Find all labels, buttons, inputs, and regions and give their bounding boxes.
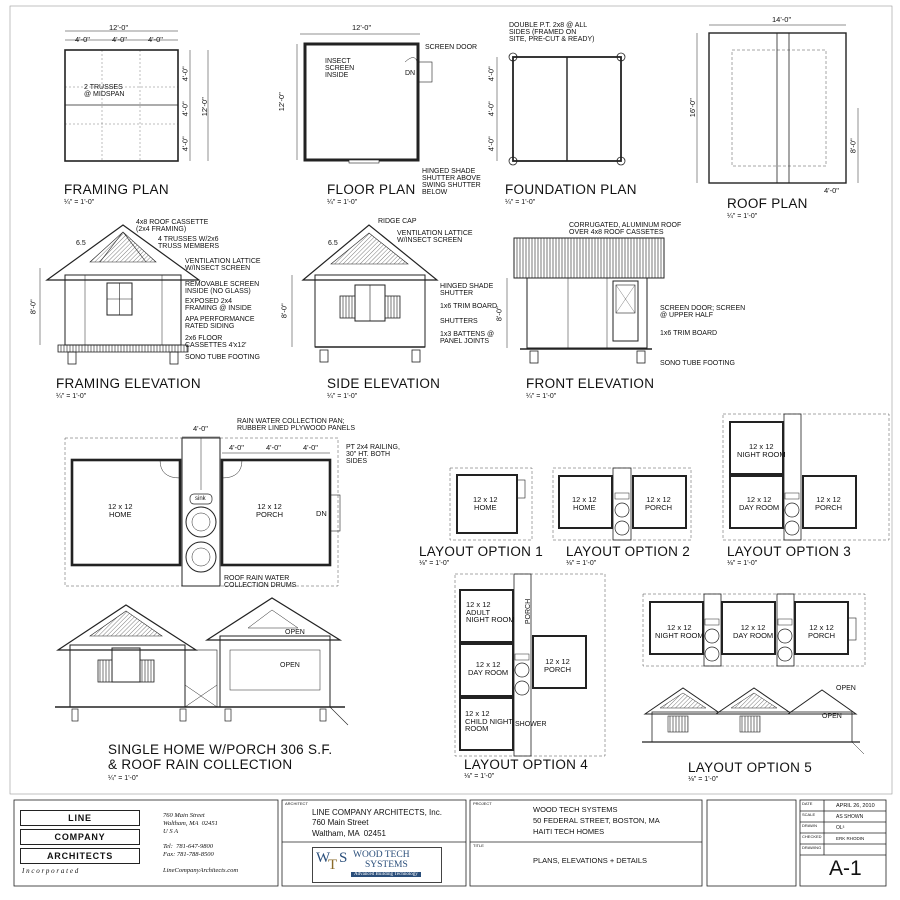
single-home-room-home: 12 x 12 HOME xyxy=(108,502,133,519)
framing-elev-note-2: 4 TRUSSES W/2x6 TRUSS MEMBERS xyxy=(158,236,220,250)
drawing-number: A-1 xyxy=(829,857,862,880)
single-home-note-railing: PT 2x4 RAILING, 30" HT. BOTH SIDES xyxy=(346,444,400,465)
client-logo-t: T xyxy=(328,857,338,873)
layout2-title: LAYOUT OPTION 2 xyxy=(566,544,691,559)
side-elev-pitch: 6.5 xyxy=(328,240,338,247)
side-elev-note-4: 1x6 TRIM BOARD xyxy=(440,303,498,310)
layout5-open-2: OPEN xyxy=(822,713,842,720)
layout1-room-home: 12 x 12 HOME xyxy=(473,495,498,512)
side-elevation-scale: ¼" = 1'-0" xyxy=(327,393,358,400)
floor-plan-dim-width: 12'-0" xyxy=(352,23,372,32)
firm-logo-architects: ARCHITECTS xyxy=(20,848,140,864)
meta-checked-value: ERK RHODIN xyxy=(836,836,865,841)
client-logo-w: W xyxy=(316,850,331,866)
single-home-room-porch: 12 x 12 PORCH xyxy=(256,502,284,519)
floor-plan-dim-height: 12'-0" xyxy=(276,92,286,112)
single-home-dim-3: 4'-0" xyxy=(266,443,281,452)
framing-plan-dim-height: 12'-0" xyxy=(199,97,209,117)
single-home-dn: DN xyxy=(316,509,327,518)
client-logo xyxy=(312,847,442,883)
single-home-title: SINGLE HOME W/PORCH 306 S.F. & ROOF RAIN COLLECTION xyxy=(108,742,333,773)
project-label: PROJECT xyxy=(473,801,492,806)
side-elev-note-1: RIDGE CAP xyxy=(378,218,417,225)
layout5-scale: ⅛" = 1'-0" xyxy=(688,776,719,783)
layout4-room-child: 12 x 12 CHILD NIGHT ROOM xyxy=(465,709,513,733)
meta-drawing-label: DRAWING xyxy=(802,845,822,850)
framing-plan-scale: ¼" = 1'-0" xyxy=(64,199,95,206)
single-home-note-drums: ROOF RAIN WATER COLLECTION DRUMS xyxy=(224,575,297,589)
framing-elev-height: 8'-0" xyxy=(28,299,38,315)
client-logo-name-1: WOOD TECH xyxy=(353,850,410,860)
layout3-room-day: 12 x 12 DAY ROOM xyxy=(739,495,780,512)
title-block-frame xyxy=(14,800,886,886)
framing-elev-pitch: 6.5 xyxy=(76,240,86,247)
framing-plan-dim-2: 4'-0" xyxy=(112,35,127,44)
front-elevation-drawing xyxy=(507,238,664,363)
client-logo-s: S xyxy=(339,850,348,866)
architect-label: ARCHITECT xyxy=(285,801,308,806)
foundation-plan-scale: ¼" = 1'-0" xyxy=(505,199,536,206)
single-home-open-1: OPEN xyxy=(285,629,305,636)
layout5-open-1: OPEN xyxy=(836,685,856,692)
foundation-plan-dim-2: 4'-0" xyxy=(486,101,496,117)
framing-elev-note-5: EXPOSED 2x4 FRAMING @ INSIDE xyxy=(185,298,252,312)
layout-option-5-elevation-drawing xyxy=(642,688,864,754)
layout4-room-adult: 12 x 12 ADULT NIGHT ROOM xyxy=(466,600,515,624)
front-elev-height: 8'-0" xyxy=(494,306,504,322)
layout5-room-day: 12 x 12 DAY ROOM xyxy=(733,623,774,640)
framing-plan-note: 2 TRUSSES @ MIDSPAN xyxy=(84,84,125,98)
floor-plan-scale: ¼" = 1'-0" xyxy=(327,199,358,206)
meta-drawn-label: DRAWN xyxy=(802,823,817,828)
front-elevation-scale: ¼" = 1'-0" xyxy=(526,393,557,400)
meta-scale-label: SCALE xyxy=(802,812,816,817)
side-elev-note-3: HINGED SHADE SHUTTER xyxy=(440,283,494,297)
foundation-plan-title: FOUNDATION PLAN xyxy=(505,182,637,197)
single-home-sink-label: sink xyxy=(195,496,206,502)
layout5-room-porch: 12 x 12 PORCH xyxy=(808,623,836,640)
client-logo-tagline: Advanced Building Technology xyxy=(351,872,421,877)
framing-plan-dim-4: 4'-0" xyxy=(180,66,190,82)
framing-plan-title: FRAMING PLAN xyxy=(64,182,169,197)
single-home-scale: ¼" = 1'-0" xyxy=(108,775,139,782)
layout4-shower-label: SHOWER xyxy=(515,721,547,728)
foundation-plan-drawing xyxy=(497,53,625,165)
firm-logo-line: LINE xyxy=(20,810,140,826)
layout1-title: LAYOUT OPTION 1 xyxy=(419,544,544,559)
front-elev-note-1: CORRUGATED, ALUMINUM ROOF OVER 4x8 ROOF CASSETES xyxy=(569,222,682,236)
layout5-title: LAYOUT OPTION 5 xyxy=(688,760,813,775)
meta-date-label: DATE xyxy=(802,801,813,806)
single-home-dim-2: 4'-0" xyxy=(229,443,244,452)
layout1-scale: ⅛" = 1'-0" xyxy=(419,560,450,567)
title-label: TITLE xyxy=(473,843,484,848)
foundation-plan-dim-1: 4'-0" xyxy=(486,66,496,82)
layout4-porch-label: PORCH xyxy=(525,598,533,625)
framing-elev-note-8: SONO TUBE FOOTING xyxy=(185,354,260,361)
framing-plan-dim-3: 4'-0" xyxy=(148,35,163,44)
roof-plan-drawing xyxy=(697,25,858,183)
foundation-plan-note: DOUBLE P.T. 2x8 @ ALL SIDES (FRAMED ON SITE, PRE-CUT & READY) xyxy=(509,22,595,43)
layout4-title: LAYOUT OPTION 4 xyxy=(464,757,589,772)
roof-plan-dim-side: 8'-0" xyxy=(848,138,858,154)
framing-elev-note-1: 4x8 ROOF CASSETTE (2x4 FRAMING) xyxy=(136,219,209,233)
single-home-open-2: OPEN xyxy=(280,662,300,669)
project-text: WOOD TECH SYSTEMS 50 FEDERAL STREET, BOSTON, MA HAITI TECH HOMES xyxy=(533,805,660,836)
floor-plan-drawing xyxy=(297,34,432,163)
single-home-plan-drawing xyxy=(65,437,340,586)
drawing-title-text: PLANS, ELEVATIONS + DETAILS xyxy=(533,856,647,865)
floor-plan-dn: DN xyxy=(405,70,416,77)
roof-plan-scale: ¼" = 1'-0" xyxy=(727,213,758,220)
floor-plan-note-insect-screen: INSECT SCREEN INSIDE xyxy=(325,58,355,79)
firm-tagline: I n c o r p o r a t e d xyxy=(22,867,79,875)
roof-plan-title: ROOF PLAN xyxy=(727,196,808,211)
layout4-scale: ⅛" = 1'-0" xyxy=(464,773,495,780)
firm-phone: Tel: 781-647-9800 Fax: 781-788-8500 xyxy=(163,843,214,858)
floor-plan-note-shutter: HINGED SHADE SHUTTER ABOVE SWING SHUTTER BELOW xyxy=(422,168,481,196)
roof-plan-dim-width: 14'-0" xyxy=(772,15,792,24)
single-home-dim-1: 4'-0" xyxy=(193,424,208,433)
layout5-room-night: 12 x 12 NIGHT ROOM xyxy=(655,623,704,640)
layout3-room-night: 12 x 12 NIGHT ROOM xyxy=(737,442,786,459)
layout4-room-day: 12 x 12 DAY ROOM xyxy=(468,660,509,677)
meta-checked-label: CHECKED xyxy=(802,834,822,839)
architect-text: LINE COMPANY ARCHITECTS, Inc. 760 Main Street Waltham, MA 02451 xyxy=(312,808,442,838)
framing-plan-dim-5: 4'-0" xyxy=(180,101,190,117)
meta-date-value: APRIL 26, 2010 xyxy=(836,803,875,809)
side-elev-note-5: SHUTTERS xyxy=(440,318,478,325)
firm-address: 760 Main Street Waltham, MA 02451 U S A xyxy=(163,812,218,835)
floor-plan-title: FLOOR PLAN xyxy=(327,182,416,197)
front-elev-note-4: SONO TUBE FOOTING xyxy=(660,360,735,367)
layout3-room-porch: 12 x 12 PORCH xyxy=(815,495,843,512)
front-elev-note-3: 1x6 TRIM BOARD xyxy=(660,330,718,337)
layout2-room-porch: 12 x 12 PORCH xyxy=(645,495,673,512)
meta-drawn-value: OL³ xyxy=(836,825,845,831)
framing-elev-note-6: APA PERFORMANCE RATED SIDING xyxy=(185,316,255,330)
framing-elevation-title: FRAMING ELEVATION xyxy=(56,376,201,391)
single-home-note-pan: RAIN WATER COLLECTION PAN; RUBBER LINED PLYWOOD PANELS xyxy=(237,418,355,432)
side-elev-note-6: 1x3 BATTENS @ PANEL JOINTS xyxy=(440,331,495,345)
single-home-dim-4: 4'-0" xyxy=(303,443,318,452)
roof-plan-dim-height: 16'-0" xyxy=(687,98,697,118)
firm-logo-company: COMPANY xyxy=(20,829,140,845)
framing-plan-dim-1: 4'-0" xyxy=(75,35,90,44)
firm-website: LineCompanyArchitects.com xyxy=(163,867,239,874)
front-elevation-title: FRONT ELEVATION xyxy=(526,376,655,391)
framing-elev-note-3: VENTILATION LATTICE W/INSECT SCREEN xyxy=(185,258,261,272)
framing-elev-note-4: REMOVABLE SCREEN INSIDE (NO GLASS) xyxy=(185,281,260,295)
meta-scale-value: AS SHOWN xyxy=(836,814,864,820)
layout3-title: LAYOUT OPTION 3 xyxy=(727,544,852,559)
side-elevation-drawing xyxy=(292,225,437,362)
framing-plan-dim-overall: 12'-0" xyxy=(109,23,129,32)
side-elev-note-2: VENTILATION LATTICE W/INSECT SCREEN xyxy=(397,230,473,244)
roof-plan-dim-eave: 4'-0" xyxy=(824,186,839,195)
side-elev-height: 8'-0" xyxy=(279,303,289,319)
front-elev-note-2: SCREEN DOOR; SCREEN @ UPPER HALF xyxy=(660,305,746,319)
side-elevation-title: SIDE ELEVATION xyxy=(327,376,441,391)
framing-plan-dim-6: 4'-0" xyxy=(180,136,190,152)
floor-plan-note-screen-door: SCREEN DOOR xyxy=(425,44,478,51)
framing-elev-note-7: 2x6 FLOOR CASSETTES 4'x12' xyxy=(185,335,247,349)
layout2-scale: ⅛" = 1'-0" xyxy=(566,560,597,567)
framing-elevation-scale: ¼" = 1'-0" xyxy=(56,393,87,400)
layout4-room-porch: 12 x 12 PORCH xyxy=(544,657,572,674)
foundation-plan-dim-3: 4'-0" xyxy=(486,136,496,152)
layout3-scale: ⅛" = 1'-0" xyxy=(727,560,758,567)
client-logo-name-2: SYSTEMS xyxy=(365,860,408,870)
layout2-room-home: 12 x 12 HOME xyxy=(572,495,597,512)
layout-option-3-drawing xyxy=(723,414,889,540)
single-home-elevation-drawing xyxy=(55,598,348,725)
